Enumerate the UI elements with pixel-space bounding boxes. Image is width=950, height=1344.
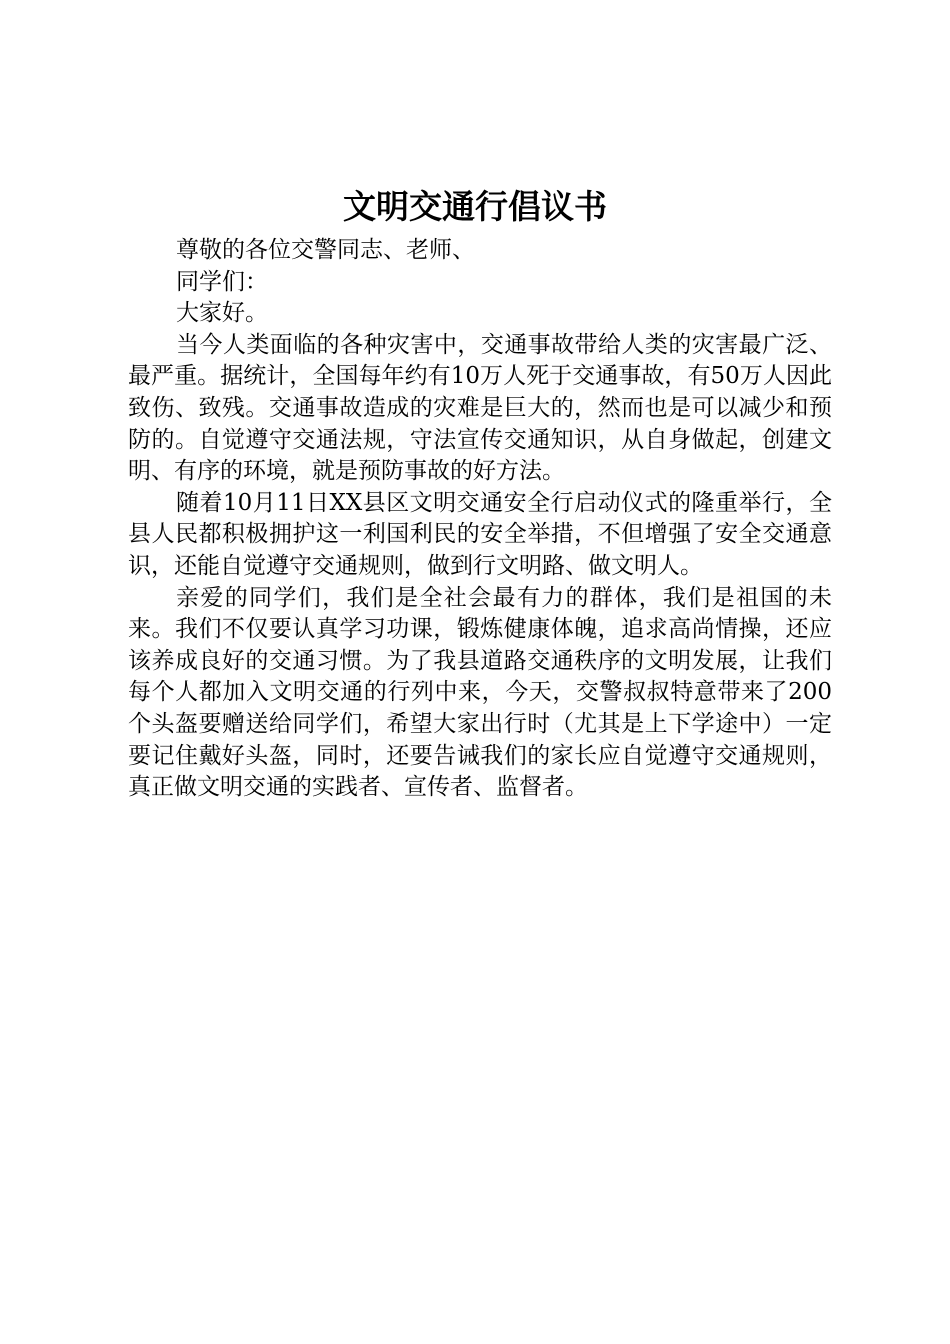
greeting-line: 尊敬的各位交警同志、老师、 xyxy=(176,237,475,263)
body-paragraph: 亲爱的同学们，我们是全社会最有力的群体，我们是祖国的未来。我们不仅要认真学习功课，锻炼健康体魄，追求高尚情操，还应该养成良好的交通习惯。为了我县道路交通秩序的文明发展，让我们每个人都加入文明交通的行列中来，今天，交警叔叔特意带来了200个头盔要赠送给同学们，希望大家出行时（尤其是上下学途中）一定要记住戴好头盔，同时，还要告诫我们的家长应自觉遵守交通规则，真正做文明交通的实践者、宣传者、监督者。 xyxy=(128,584,832,801)
document-body xyxy=(128,235,832,804)
salutation: 大家好。 xyxy=(176,300,268,327)
body-paragraph: 随着10月11日XX县区文明交通安全行启动仪式的隆重举行，全县人民都积极拥护这一利国利民的安全举措，不但增强了安全交通意识，还能自觉遵守交通规则，做到行文明路、做文明人。 xyxy=(128,489,832,579)
document-title: 文明交通行倡议书 xyxy=(343,187,607,226)
greeting-line: 同学们： xyxy=(176,268,268,295)
body-paragraph: 当今人类面临的各种灾害中，交通事故带给人类的灾害最广泛、最严重。据统计，全国每年约有10万人死于交通事故，有50万人因此致伤、致残。交通事故造成的灾难是巨大的，然而也是可以减少和预防的。自觉遵守交通法规，守法宣传交通知识，从自身做起，创建文明、有序的环境，就是预防事故的好方法。 xyxy=(128,331,832,485)
